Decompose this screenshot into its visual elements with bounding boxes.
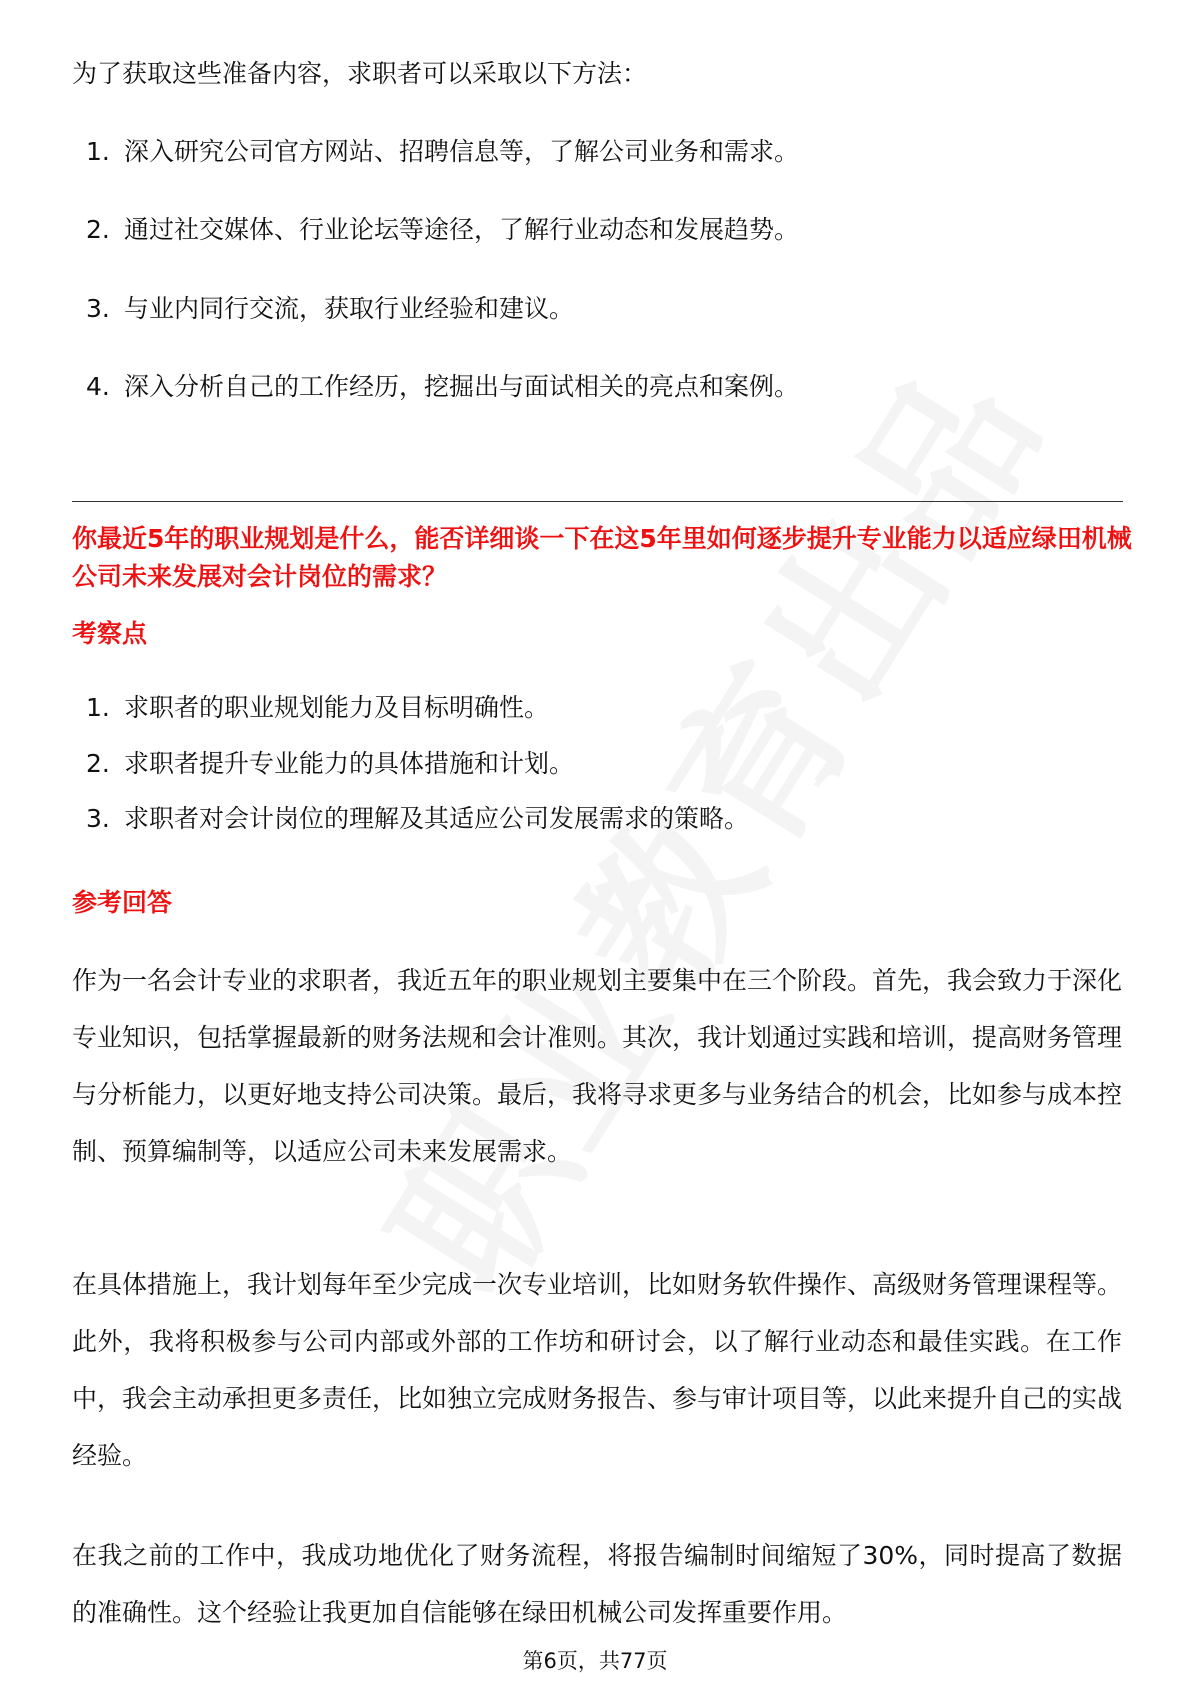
answer-paragraph: 在具体措施上，我计划每年至少完成一次专业培训，比如财务软件操作、高级财务管理课程等。此外，我将积极参与公司内部或外部的工作坊和研讨会，以了解行业动态和最佳实践。在工作中，我会主动承担更多责任，比如独立完成财务报告、参与审计项目等，以此来提升自己的实战经验。 [72,1270,1123,1470]
intro-text: 为了获取这些准备内容，求职者可以采取以下方法： [72,59,648,88]
method-text: 深入研究公司官方网站、招聘信息等，了解公司业务和需求。 [124,137,800,166]
answer-paragraph: 作为一名会计专业的求职者，我近五年的职业规划主要集中在三个阶段。首先，我会致力于深化专业知识，包括掌握最新的财务法规和会计准则。其次，我计划通过实践和培训，提高财务管理与分析能力，以更好地支持公司决策。最后，我将寻求更多与业务结合的机会，比如参与成本控制、预算编制等，以适应公司未来发展需求。 [72,966,1123,1166]
assessment-item [86,801,749,837]
method-text: 通过社交媒体、行业论坛等途径，了解行业动态和发展趋势。 [124,215,800,244]
list-number: 1. [86,137,110,166]
interview-question: 你最近5年的职业规划是什么，能否详细谈一下在这5年里如何逐步提升专业能力以适应绿田机械公司未来发展对会计岗位的需求？ [72,524,1132,591]
assessment-text: 求职者提升专业能力的具体措施和计划。 [124,749,575,778]
list-number: 1. [86,693,110,722]
page-footer: 第6页，共77页 [522,1649,668,1673]
list-number: 2. [86,749,110,778]
list-number: 3. [86,294,110,323]
method-text: 与业内同行交流，获取行业经验和建议。 [124,294,575,323]
answer-paragraph: 在我之前的工作中，我成功地优化了财务流程，将报告编制时间缩短了30%，同时提高了数据的准确性。这个经验让我更加自信能够在绿田机械公司发挥重要作用。 [72,1541,1122,1627]
method-item [86,134,799,170]
assessment-item [86,746,574,782]
assessment-item [86,690,549,726]
method-item [86,212,799,248]
method-text: 深入分析自己的工作经历，挖掘出与面试相关的亮点和案例。 [124,372,800,401]
answer-title: 参考回答 [72,888,173,917]
assessment-text: 求职者的职业规划能力及目标明确性。 [124,693,550,722]
list-number: 2. [86,215,110,244]
assessment-title: 考察点 [72,619,148,648]
assessment-text: 求职者对会计岗位的理解及其适应公司发展需求的策略。 [124,804,750,833]
watermark [325,555,936,1329]
method-item [86,369,799,405]
section-divider [72,501,1123,502]
list-number: 3. [86,804,110,833]
list-number: 4. [86,372,110,401]
method-item [86,291,574,327]
